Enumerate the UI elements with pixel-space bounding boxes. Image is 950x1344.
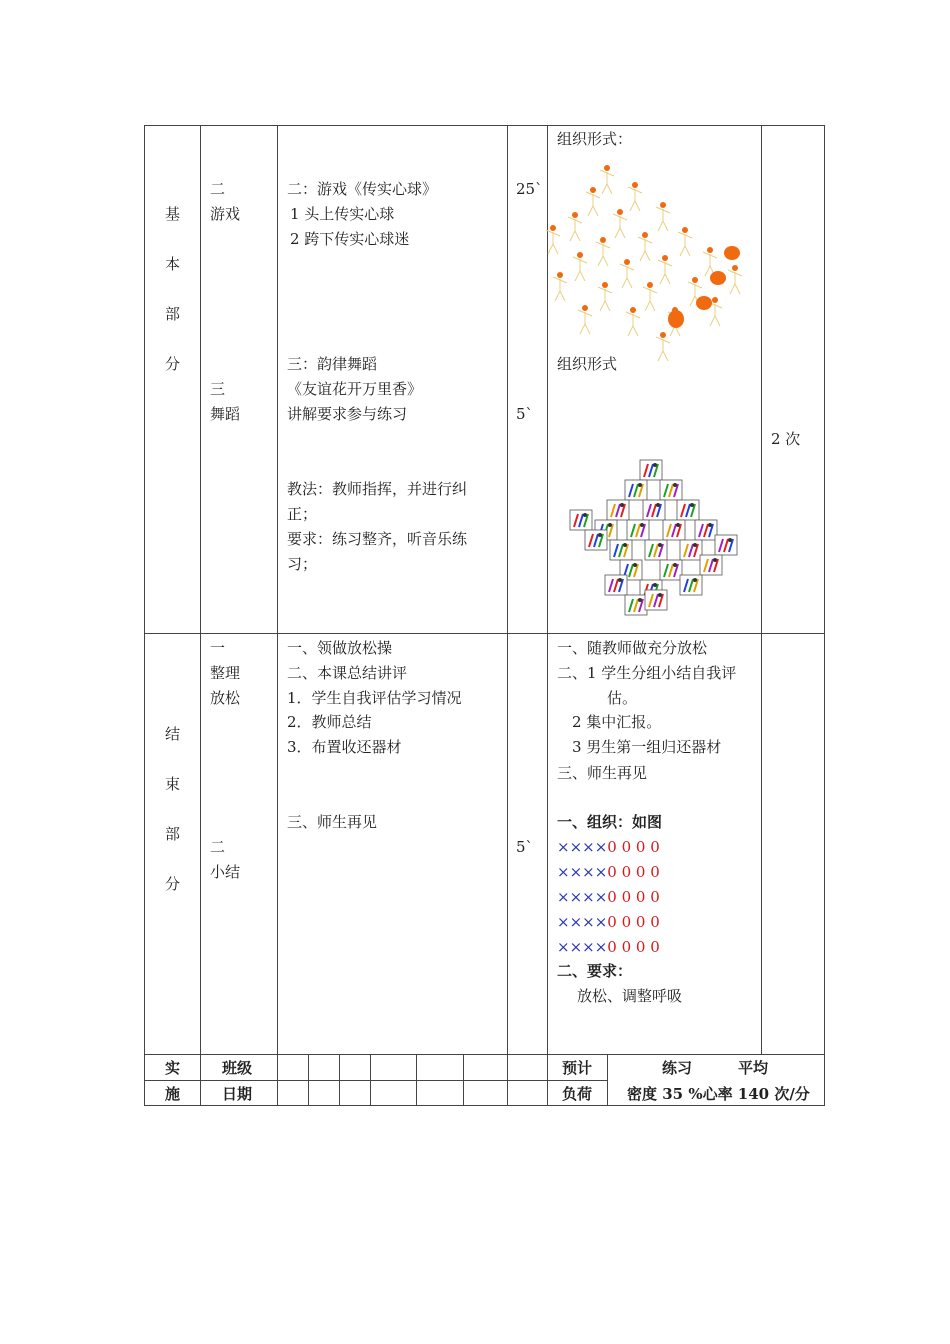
ending-category: 放松 xyxy=(210,689,241,707)
label-char: 部 xyxy=(165,305,181,323)
formation-row xyxy=(557,838,660,856)
dancer-tile xyxy=(700,555,722,575)
ending-content: 3．布置收还器材 xyxy=(287,738,402,756)
dancer-tile xyxy=(607,500,629,520)
ending-org: 三、师生再见 xyxy=(557,764,648,782)
dancer-tile xyxy=(625,480,647,500)
method-text: 正； xyxy=(287,505,318,523)
cross-marks: ×××× xyxy=(557,913,608,931)
formation-row xyxy=(557,913,660,931)
player-figure xyxy=(656,332,670,361)
cross-marks: ×××× xyxy=(557,863,608,881)
ending-org: 估。 xyxy=(607,689,638,707)
label-char: 分 xyxy=(165,355,181,373)
medicine-ball xyxy=(668,310,684,328)
requirement-heading: 二、要求： xyxy=(557,962,633,980)
dancer-tile xyxy=(645,590,667,610)
dancer-tile xyxy=(643,500,665,520)
ending-content: 一、领做放松操 xyxy=(287,639,393,657)
dancer-tile xyxy=(680,575,702,595)
ending-category: 小结 xyxy=(210,863,241,881)
medicine-ball xyxy=(696,296,712,310)
medicine-ball xyxy=(724,246,740,260)
method-text: 教法：教师指挥，并进行纠 xyxy=(287,480,468,498)
circle-marks: 0 0 0 0 xyxy=(607,838,660,856)
stats-average: 平均 xyxy=(738,1059,769,1077)
circle-marks: 0 0 0 0 xyxy=(607,938,660,956)
ending-org: 二、1 学生分组小结自我评 xyxy=(557,664,737,682)
circle-marks: 0 0 0 0 xyxy=(607,863,660,881)
player-figure xyxy=(568,212,582,241)
ending-content: 三、师生再见 xyxy=(287,813,378,831)
dancer-tile xyxy=(625,595,647,615)
player-figure xyxy=(658,255,672,284)
player-figure xyxy=(546,225,560,254)
dancer-tile xyxy=(640,460,662,480)
load-label: 负荷 xyxy=(562,1085,593,1103)
dancer-tile xyxy=(677,500,699,520)
dancer-tile xyxy=(627,520,649,540)
label-char: 分 xyxy=(165,875,181,893)
circle-marks: 0 0 0 0 xyxy=(607,888,660,906)
dancer-tile xyxy=(695,520,717,540)
player-figure xyxy=(638,232,652,261)
dancer-tile xyxy=(660,480,682,500)
dancer-tile xyxy=(605,575,627,595)
player-figure xyxy=(573,252,587,281)
dancer-tile xyxy=(660,560,682,580)
label-char: 基 xyxy=(165,205,181,223)
game-formation-illustration xyxy=(545,150,755,360)
dancer-tile xyxy=(645,540,667,560)
org-label: 组织形式 xyxy=(557,355,618,373)
org-heading: 一、组织：如图 xyxy=(557,813,663,831)
ending-content: 二、本课总结讲评 xyxy=(287,664,408,682)
ending-category: 二 xyxy=(210,838,226,856)
game-title: 二：游戏《传实心球》 xyxy=(287,180,438,198)
cross-marks: ×××× xyxy=(557,888,608,906)
player-figure xyxy=(553,272,567,301)
ending-category: 整理 xyxy=(210,664,241,682)
player-figure xyxy=(596,237,610,266)
game-item: 2 跨下传实心球迷 xyxy=(290,230,410,248)
impl-label: 施 xyxy=(165,1085,181,1103)
label-char: 本 xyxy=(165,255,181,273)
player-figure xyxy=(600,165,614,194)
dancer-tile xyxy=(610,540,632,560)
player-figure xyxy=(626,307,640,336)
requirement-text: 要求：练习整齐，听音乐练 xyxy=(287,530,468,548)
player-figure xyxy=(586,187,600,216)
player-figure xyxy=(656,202,670,231)
dance-category-name: 舞蹈 xyxy=(210,405,241,423)
stats-practice: 练习 xyxy=(662,1059,693,1077)
repeat-count: 2 次 xyxy=(771,430,801,448)
load-label: 预计 xyxy=(562,1059,593,1077)
formation-row xyxy=(557,863,660,881)
cross-marks: ×××× xyxy=(557,938,608,956)
requirement-text: 习； xyxy=(287,555,318,573)
game-category-name: 游戏 xyxy=(210,205,241,223)
formation-row xyxy=(557,888,660,906)
ending-time: 5` xyxy=(516,838,534,856)
impl-label: 实 xyxy=(165,1059,181,1077)
label-char: 部 xyxy=(165,825,181,843)
ending-content: 2．教师总结 xyxy=(287,713,372,731)
dance-time: 5` xyxy=(516,405,534,423)
player-figure xyxy=(678,227,692,256)
label-char: 束 xyxy=(165,775,181,793)
dancer-tile xyxy=(715,535,737,555)
ending-category: 一 xyxy=(210,639,226,657)
stats-density: 密度 35 %心率 140 次/分 xyxy=(627,1085,810,1103)
dance-formation-illustration xyxy=(565,455,755,615)
game-category-num: 二 xyxy=(210,180,226,198)
dancer-tile xyxy=(663,520,685,540)
ending-content: 1．学生自我评估学习情况 xyxy=(287,689,462,707)
dance-title: 三：韵律舞蹈 xyxy=(287,355,378,373)
dancer-tile xyxy=(680,540,702,560)
dancer-tile xyxy=(570,510,592,530)
date-label: 日期 xyxy=(222,1085,253,1103)
class-label: 班级 xyxy=(222,1059,253,1077)
player-figure xyxy=(628,182,642,211)
player-figure xyxy=(728,265,742,294)
cross-marks: ×××× xyxy=(557,838,608,856)
player-figure xyxy=(643,282,657,311)
game-time: 25` xyxy=(516,180,543,198)
requirement-text: 放松、调整呼吸 xyxy=(577,987,683,1005)
org-label: 组织形式： xyxy=(557,130,633,148)
player-figure xyxy=(620,259,634,288)
circle-marks: 0 0 0 0 xyxy=(607,913,660,931)
game-item: 1 头上传实心球 xyxy=(290,205,395,223)
ending-org: 一、随教师做充分放松 xyxy=(557,639,708,657)
player-figure xyxy=(613,209,627,238)
ending-org: 3 男生第一组归还器材 xyxy=(572,738,722,756)
ending-org: 2 集中汇报。 xyxy=(572,713,662,731)
player-figure xyxy=(578,305,592,334)
dance-desc: 讲解要求参与练习 xyxy=(287,405,408,423)
dance-name: 《友谊花开万里香》 xyxy=(287,380,423,398)
label-char: 结 xyxy=(165,725,181,743)
medicine-ball xyxy=(710,271,726,285)
formation-row xyxy=(557,938,660,956)
dance-category-num: 三 xyxy=(210,380,226,398)
player-figure xyxy=(598,282,612,311)
dancer-tile xyxy=(585,530,607,550)
